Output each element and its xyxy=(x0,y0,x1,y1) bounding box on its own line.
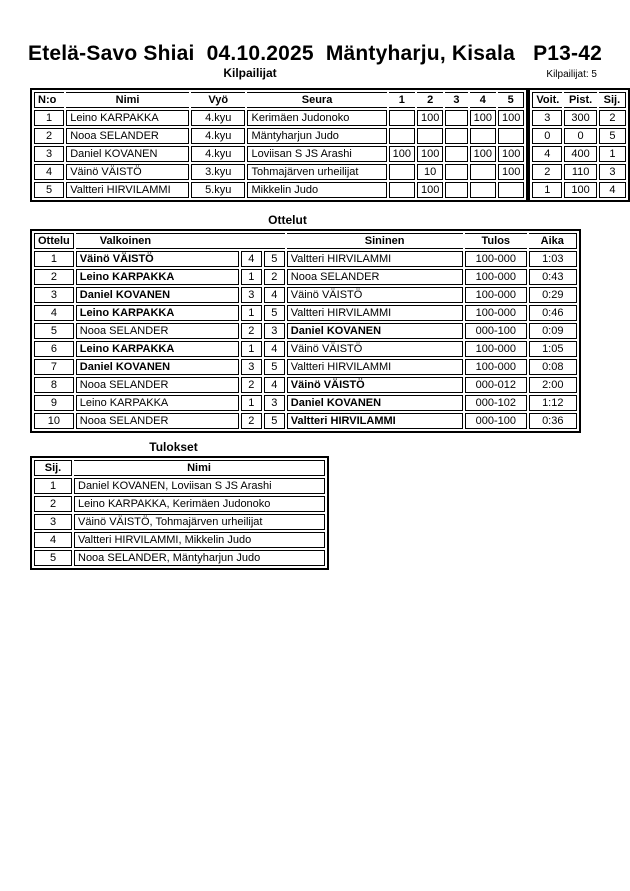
blue-player-number: 4 xyxy=(264,341,285,357)
tulokset-table xyxy=(30,456,329,570)
competitor-name: Valtteri HIRVILAMMI xyxy=(66,182,189,198)
score-vs-2 xyxy=(417,128,443,144)
points: 300 xyxy=(564,110,596,126)
competitor-number: 5 xyxy=(34,182,64,198)
competitor-club: Mäntyharjun Judo xyxy=(247,128,386,144)
kilpailijat-table-totals xyxy=(528,88,630,202)
blue-player-name: Valtteri HIRVILAMMI xyxy=(287,305,463,321)
col-header-2: 2 xyxy=(417,92,443,108)
wins-count: 2 xyxy=(532,164,562,180)
blue-player-number: 3 xyxy=(264,323,285,339)
competitor-club: Kerimäen Judonoko xyxy=(247,110,386,126)
score-vs-4 xyxy=(470,182,496,198)
match-result: 100-000 xyxy=(465,251,527,267)
placement: 2 xyxy=(599,110,626,126)
header-row xyxy=(532,92,626,108)
blue-player-name: Nooa SELANDER xyxy=(287,269,463,285)
match-result: 000-100 xyxy=(465,323,527,339)
result-row xyxy=(34,514,325,530)
white-player-name: Leino KARPAKKA xyxy=(76,395,239,411)
white-player-name: Nooa SELANDER xyxy=(76,323,239,339)
match-row xyxy=(34,251,577,267)
page-title: Etelä-Savo Shiai 04.10.2025 Mäntyharju, Kisala P13-42 xyxy=(27,42,602,65)
wins-count: 0 xyxy=(532,128,562,144)
match-time: 1:05 xyxy=(529,341,577,357)
white-player-number: 1 xyxy=(241,341,262,357)
score-vs-1 xyxy=(389,164,415,180)
competitor-name: Väinö VÄISTÖ xyxy=(66,164,189,180)
match-result: 000-102 xyxy=(465,395,527,411)
competitor-number: 2 xyxy=(34,128,64,144)
points: 0 xyxy=(564,128,596,144)
score-vs-4: 100 xyxy=(470,110,496,126)
blue-player-number: 3 xyxy=(264,395,285,411)
match-time: 0:09 xyxy=(529,323,577,339)
score-vs-4 xyxy=(470,164,496,180)
match-time: 0:08 xyxy=(529,359,577,375)
result-row xyxy=(34,478,325,494)
blue-player-name: Väinö VÄISTÖ xyxy=(287,341,463,357)
competitor-belt: 4.kyu xyxy=(191,110,246,126)
match-time: 1:03 xyxy=(529,251,577,267)
match-number: 7 xyxy=(34,359,74,375)
white-player-number: 2 xyxy=(241,323,262,339)
score-vs-3 xyxy=(445,146,467,162)
kilpailijat-table xyxy=(30,88,630,202)
white-player-number: 1 xyxy=(241,395,262,411)
score-vs-3 xyxy=(445,128,467,144)
competitor-row xyxy=(34,110,524,126)
match-row xyxy=(34,413,577,429)
score-vs-1 xyxy=(389,110,415,126)
score-vs-4: 100 xyxy=(470,146,496,162)
white-player-name: Leino KARPAKKA xyxy=(76,341,239,357)
placement: 3 xyxy=(599,164,626,180)
competitor-totals-row xyxy=(532,182,626,198)
col-header-nimi: Nimi xyxy=(74,460,325,476)
match-result: 100-000 xyxy=(465,341,527,357)
white-player-number: 1 xyxy=(241,269,262,285)
score-vs-1: 100 xyxy=(389,146,415,162)
match-result: 100-000 xyxy=(465,305,527,321)
ottelut-heading: Ottelut xyxy=(268,213,307,227)
white-player-name: Daniel KOVANEN xyxy=(76,359,239,375)
white-player-number: 2 xyxy=(241,377,262,393)
blue-player-name: Väinö VÄISTÖ xyxy=(287,377,463,393)
competitors-count: Kilpailijat: 5 xyxy=(546,69,597,80)
final-placement: 4 xyxy=(34,532,72,548)
match-result: 100-000 xyxy=(465,359,527,375)
col-header-5: 5 xyxy=(498,92,524,108)
points: 110 xyxy=(564,164,596,180)
match-row xyxy=(34,269,577,285)
white-player-name: Leino KARPAKKA xyxy=(76,269,239,285)
competitor-name: Nooa SELANDER xyxy=(66,128,189,144)
competitor-row xyxy=(34,128,524,144)
final-name-and-club: Nooa SELANDER, Mäntyharjun Judo xyxy=(74,550,325,566)
competitor-totals-row xyxy=(532,146,626,162)
wins-count: 4 xyxy=(532,146,562,162)
kilpailijat-heading: Kilpailijat xyxy=(223,66,277,80)
white-player-number: 2 xyxy=(241,413,262,429)
final-name-and-club: Leino KARPAKKA, Kerimäen Judonoko xyxy=(74,496,325,512)
final-name-and-club: Valtteri HIRVILAMMI, Mikkelin Judo xyxy=(74,532,325,548)
placement: 1 xyxy=(599,146,626,162)
competitor-row xyxy=(34,164,524,180)
blue-player-number: 4 xyxy=(264,377,285,393)
col-header-aika: Aika xyxy=(529,233,577,249)
competitor-number: 4 xyxy=(34,164,64,180)
points: 100 xyxy=(564,182,596,198)
wins-count: 3 xyxy=(532,110,562,126)
header-row xyxy=(34,92,524,108)
placement: 4 xyxy=(599,182,626,198)
final-placement: 5 xyxy=(34,550,72,566)
col-header-seura: Seura xyxy=(247,92,386,108)
score-vs-2: 100 xyxy=(417,110,443,126)
match-number: 9 xyxy=(34,395,74,411)
placement: 5 xyxy=(599,128,626,144)
score-vs-1 xyxy=(389,128,415,144)
header-row xyxy=(34,460,325,476)
col-header-valkoinen: Valkoinen xyxy=(76,233,285,249)
col-header-pist: Pist. xyxy=(564,92,596,108)
col-header-sij: Sij. xyxy=(599,92,626,108)
score-vs-2: 100 xyxy=(417,146,443,162)
blue-player-name: Valtteri HIRVILAMMI xyxy=(287,413,463,429)
match-row xyxy=(34,395,577,411)
col-header-1: 1 xyxy=(389,92,415,108)
final-placement: 2 xyxy=(34,496,72,512)
match-result: 100-000 xyxy=(465,269,527,285)
score-vs-3 xyxy=(445,164,467,180)
score-vs-4 xyxy=(470,128,496,144)
white-player-name: Daniel KOVANEN xyxy=(76,287,239,303)
final-name-and-club: Daniel KOVANEN, Loviisan S JS Arashi xyxy=(74,478,325,494)
blue-player-name: Väinö VÄISTÖ xyxy=(287,287,463,303)
blue-player-number: 2 xyxy=(264,269,285,285)
competitor-belt: 4.kyu xyxy=(191,146,246,162)
match-number: 3 xyxy=(34,287,74,303)
score-vs-5: 100 xyxy=(498,146,524,162)
competitor-club: Loviisan S JS Arashi xyxy=(247,146,386,162)
wins-count: 1 xyxy=(532,182,562,198)
white-player-name: Nooa SELANDER xyxy=(76,377,239,393)
match-result: 000-012 xyxy=(465,377,527,393)
score-vs-3 xyxy=(445,182,467,198)
match-time: 2:00 xyxy=(529,377,577,393)
match-result: 000-100 xyxy=(465,413,527,429)
white-player-name: Väinö VÄISTÖ xyxy=(76,251,239,267)
match-time: 0:43 xyxy=(529,269,577,285)
col-header-nimi: Nimi xyxy=(66,92,189,108)
final-placement: 1 xyxy=(34,478,72,494)
match-number: 1 xyxy=(34,251,74,267)
result-row xyxy=(34,496,325,512)
kilpailijat-table-main xyxy=(30,88,528,202)
white-player-number: 3 xyxy=(241,287,262,303)
score-vs-5: 100 xyxy=(498,110,524,126)
white-player-number: 1 xyxy=(241,305,262,321)
competitor-club: Tohmajärven urheilijat xyxy=(247,164,386,180)
score-vs-2: 100 xyxy=(417,182,443,198)
col-header-4: 4 xyxy=(470,92,496,108)
score-vs-5 xyxy=(498,182,524,198)
white-player-number: 4 xyxy=(241,251,262,267)
white-player-name: Nooa SELANDER xyxy=(76,413,239,429)
competitor-row xyxy=(34,146,524,162)
result-row xyxy=(34,532,325,548)
col-header-ottelu: Ottelu xyxy=(34,233,74,249)
match-row xyxy=(34,305,577,321)
col-header-sij: Sij. xyxy=(34,460,72,476)
competitor-row xyxy=(34,182,524,198)
white-player-name: Leino KARPAKKA xyxy=(76,305,239,321)
match-time: 0:29 xyxy=(529,287,577,303)
score-vs-5: 100 xyxy=(498,164,524,180)
competitor-name: Daniel KOVANEN xyxy=(66,146,189,162)
final-placement: 3 xyxy=(34,514,72,530)
match-row xyxy=(34,341,577,357)
col-header-vyo: Vyö xyxy=(191,92,246,108)
blue-player-name: Daniel KOVANEN xyxy=(287,323,463,339)
competitor-totals-row xyxy=(532,164,626,180)
match-number: 10 xyxy=(34,413,74,429)
match-row xyxy=(34,359,577,375)
score-vs-2: 10 xyxy=(417,164,443,180)
match-row xyxy=(34,377,577,393)
competitor-totals-row xyxy=(532,110,626,126)
competitor-name: Leino KARPAKKA xyxy=(66,110,189,126)
match-number: 2 xyxy=(34,269,74,285)
white-player-number: 3 xyxy=(241,359,262,375)
score-vs-5 xyxy=(498,128,524,144)
competitor-number: 1 xyxy=(34,110,64,126)
ottelut-table xyxy=(30,229,581,433)
blue-player-number: 5 xyxy=(264,251,285,267)
col-header-no: N:o xyxy=(34,92,64,108)
match-number: 6 xyxy=(34,341,74,357)
competitor-belt: 4.kyu xyxy=(191,128,246,144)
match-time: 0:46 xyxy=(529,305,577,321)
result-row xyxy=(34,550,325,566)
blue-player-number: 5 xyxy=(264,305,285,321)
col-header-3: 3 xyxy=(445,92,467,108)
blue-player-name: Valtteri HIRVILAMMI xyxy=(287,251,463,267)
col-header-tulos: Tulos xyxy=(465,233,527,249)
competitor-totals-row xyxy=(532,128,626,144)
competitor-belt: 3.kyu xyxy=(191,164,246,180)
score-vs-3 xyxy=(445,110,467,126)
match-row xyxy=(34,287,577,303)
competitor-belt: 5.kyu xyxy=(191,182,246,198)
competitor-club: Mikkelin Judo xyxy=(247,182,386,198)
match-time: 1:12 xyxy=(529,395,577,411)
final-name-and-club: Väinö VÄISTÖ, Tohmajärven urheilijat xyxy=(74,514,325,530)
col-header-voit: Voit. xyxy=(532,92,562,108)
blue-player-name: Valtteri HIRVILAMMI xyxy=(287,359,463,375)
match-time: 0:36 xyxy=(529,413,577,429)
blue-player-number: 4 xyxy=(264,287,285,303)
match-number: 5 xyxy=(34,323,74,339)
match-row xyxy=(34,323,577,339)
blue-player-number: 5 xyxy=(264,413,285,429)
points: 400 xyxy=(564,146,596,162)
competitor-number: 3 xyxy=(34,146,64,162)
blue-player-number: 5 xyxy=(264,359,285,375)
blue-player-name: Daniel KOVANEN xyxy=(287,395,463,411)
match-number: 4 xyxy=(34,305,74,321)
match-number: 8 xyxy=(34,377,74,393)
col-header-sininen: Sininen xyxy=(287,233,463,249)
header-row xyxy=(34,233,577,249)
match-result: 100-000 xyxy=(465,287,527,303)
tulokset-heading: Tulokset xyxy=(149,440,198,454)
score-vs-1 xyxy=(389,182,415,198)
